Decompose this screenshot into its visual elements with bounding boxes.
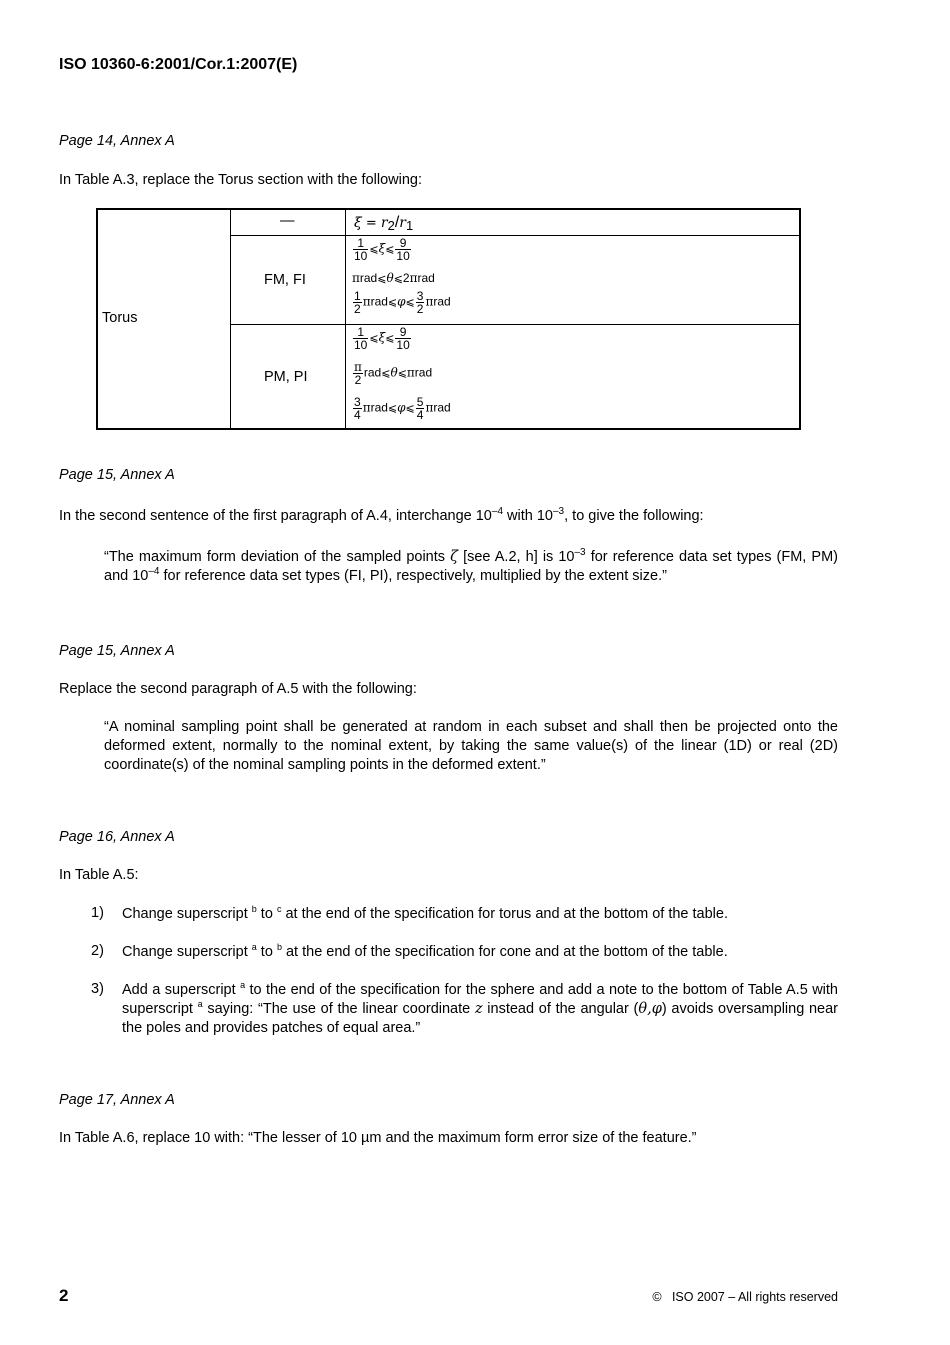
pm-xi-range: $\frac{1}{10}$ ⩽ξ⩽ $\frac{9}{10}$ [354,325,410,352]
section-ref-5: Page 17, Annex A [59,1092,175,1108]
section-intro-5: In Table A.6, replace 10 with: “The lesser of 10 µm and the maximum form error size of the feature.” [59,1130,697,1146]
table-dash: — [280,213,295,229]
document-header: ISO 10360-6:2001/Cor.1:2007(E) [59,56,298,73]
section-intro-4: In Table A.5: [59,867,139,883]
fm-phi-range: $\frac{1}{2}$ πrad⩽φ⩽ $\frac{3}{2}$ πrad [354,289,451,316]
section-ref-3: Page 15, Annex A [59,643,175,659]
section-ref-1: Page 14, Annex A [59,133,175,149]
section-quote-2: “The maximum form deviation of the sampled points ζ [see A.2, h] is $10^{-3}$ for reference data set types (FM, PM) and $10^{-4}$ for reference data set types (FI, PI), respectively, multiplied by the extent size.” [104,547,838,584]
section-intro-2: In the second sentence of the first paragraph of A.4, interchange $10^{-4}$ with $10^{-3}$, to give the following: [59,506,704,524]
ratio-expression: ξ = r2/r1 [354,214,414,233]
table-col-divider-1 [230,210,231,428]
table-row-divider-1 [230,235,799,236]
table-type-pm-pi: PM, PI [264,369,308,385]
section-ref-4: Page 16, Annex A [59,829,175,845]
section-intro-3: Replace the second paragraph of A.5 with the following: [59,681,417,697]
copyright-notice: © ISO 2007 – All rights reserved [652,1290,838,1304]
section-ref-2: Page 15, Annex A [59,467,175,483]
fm-theta-range: πrad⩽θ⩽2πrad [352,271,435,285]
pm-theta-range: $\frac{\pi}{2}$ rad⩽θ⩽πrad [354,360,433,387]
table-shape-label: Torus [102,310,138,326]
page-number: 2 [59,1286,69,1305]
table-row-divider-2 [230,324,799,325]
section-intro-1: In Table A.3, replace the Torus section with the following: [59,172,422,188]
table-col-divider-2 [345,210,346,428]
torus-table [96,208,801,430]
pm-phi-range: $\frac{3}{4}$ πrad⩽φ⩽ $\frac{5}{4}$ πrad [354,395,451,422]
table-type-fm-fi: FM, FI [264,272,306,288]
fm-xi-range: $\frac{1}{10}$ ⩽ξ⩽ $\frac{9}{10}$ [354,236,410,263]
section-quote-3: “A nominal sampling point shall be generated at random in each subset and shall then be projected onto the deformed extent, normally to the nominal extent, by taking the same value(s) of the linear (1D) or real (2D) coordinate(s) of the nominal sampling points in the deformed extent.” [104,719,838,773]
